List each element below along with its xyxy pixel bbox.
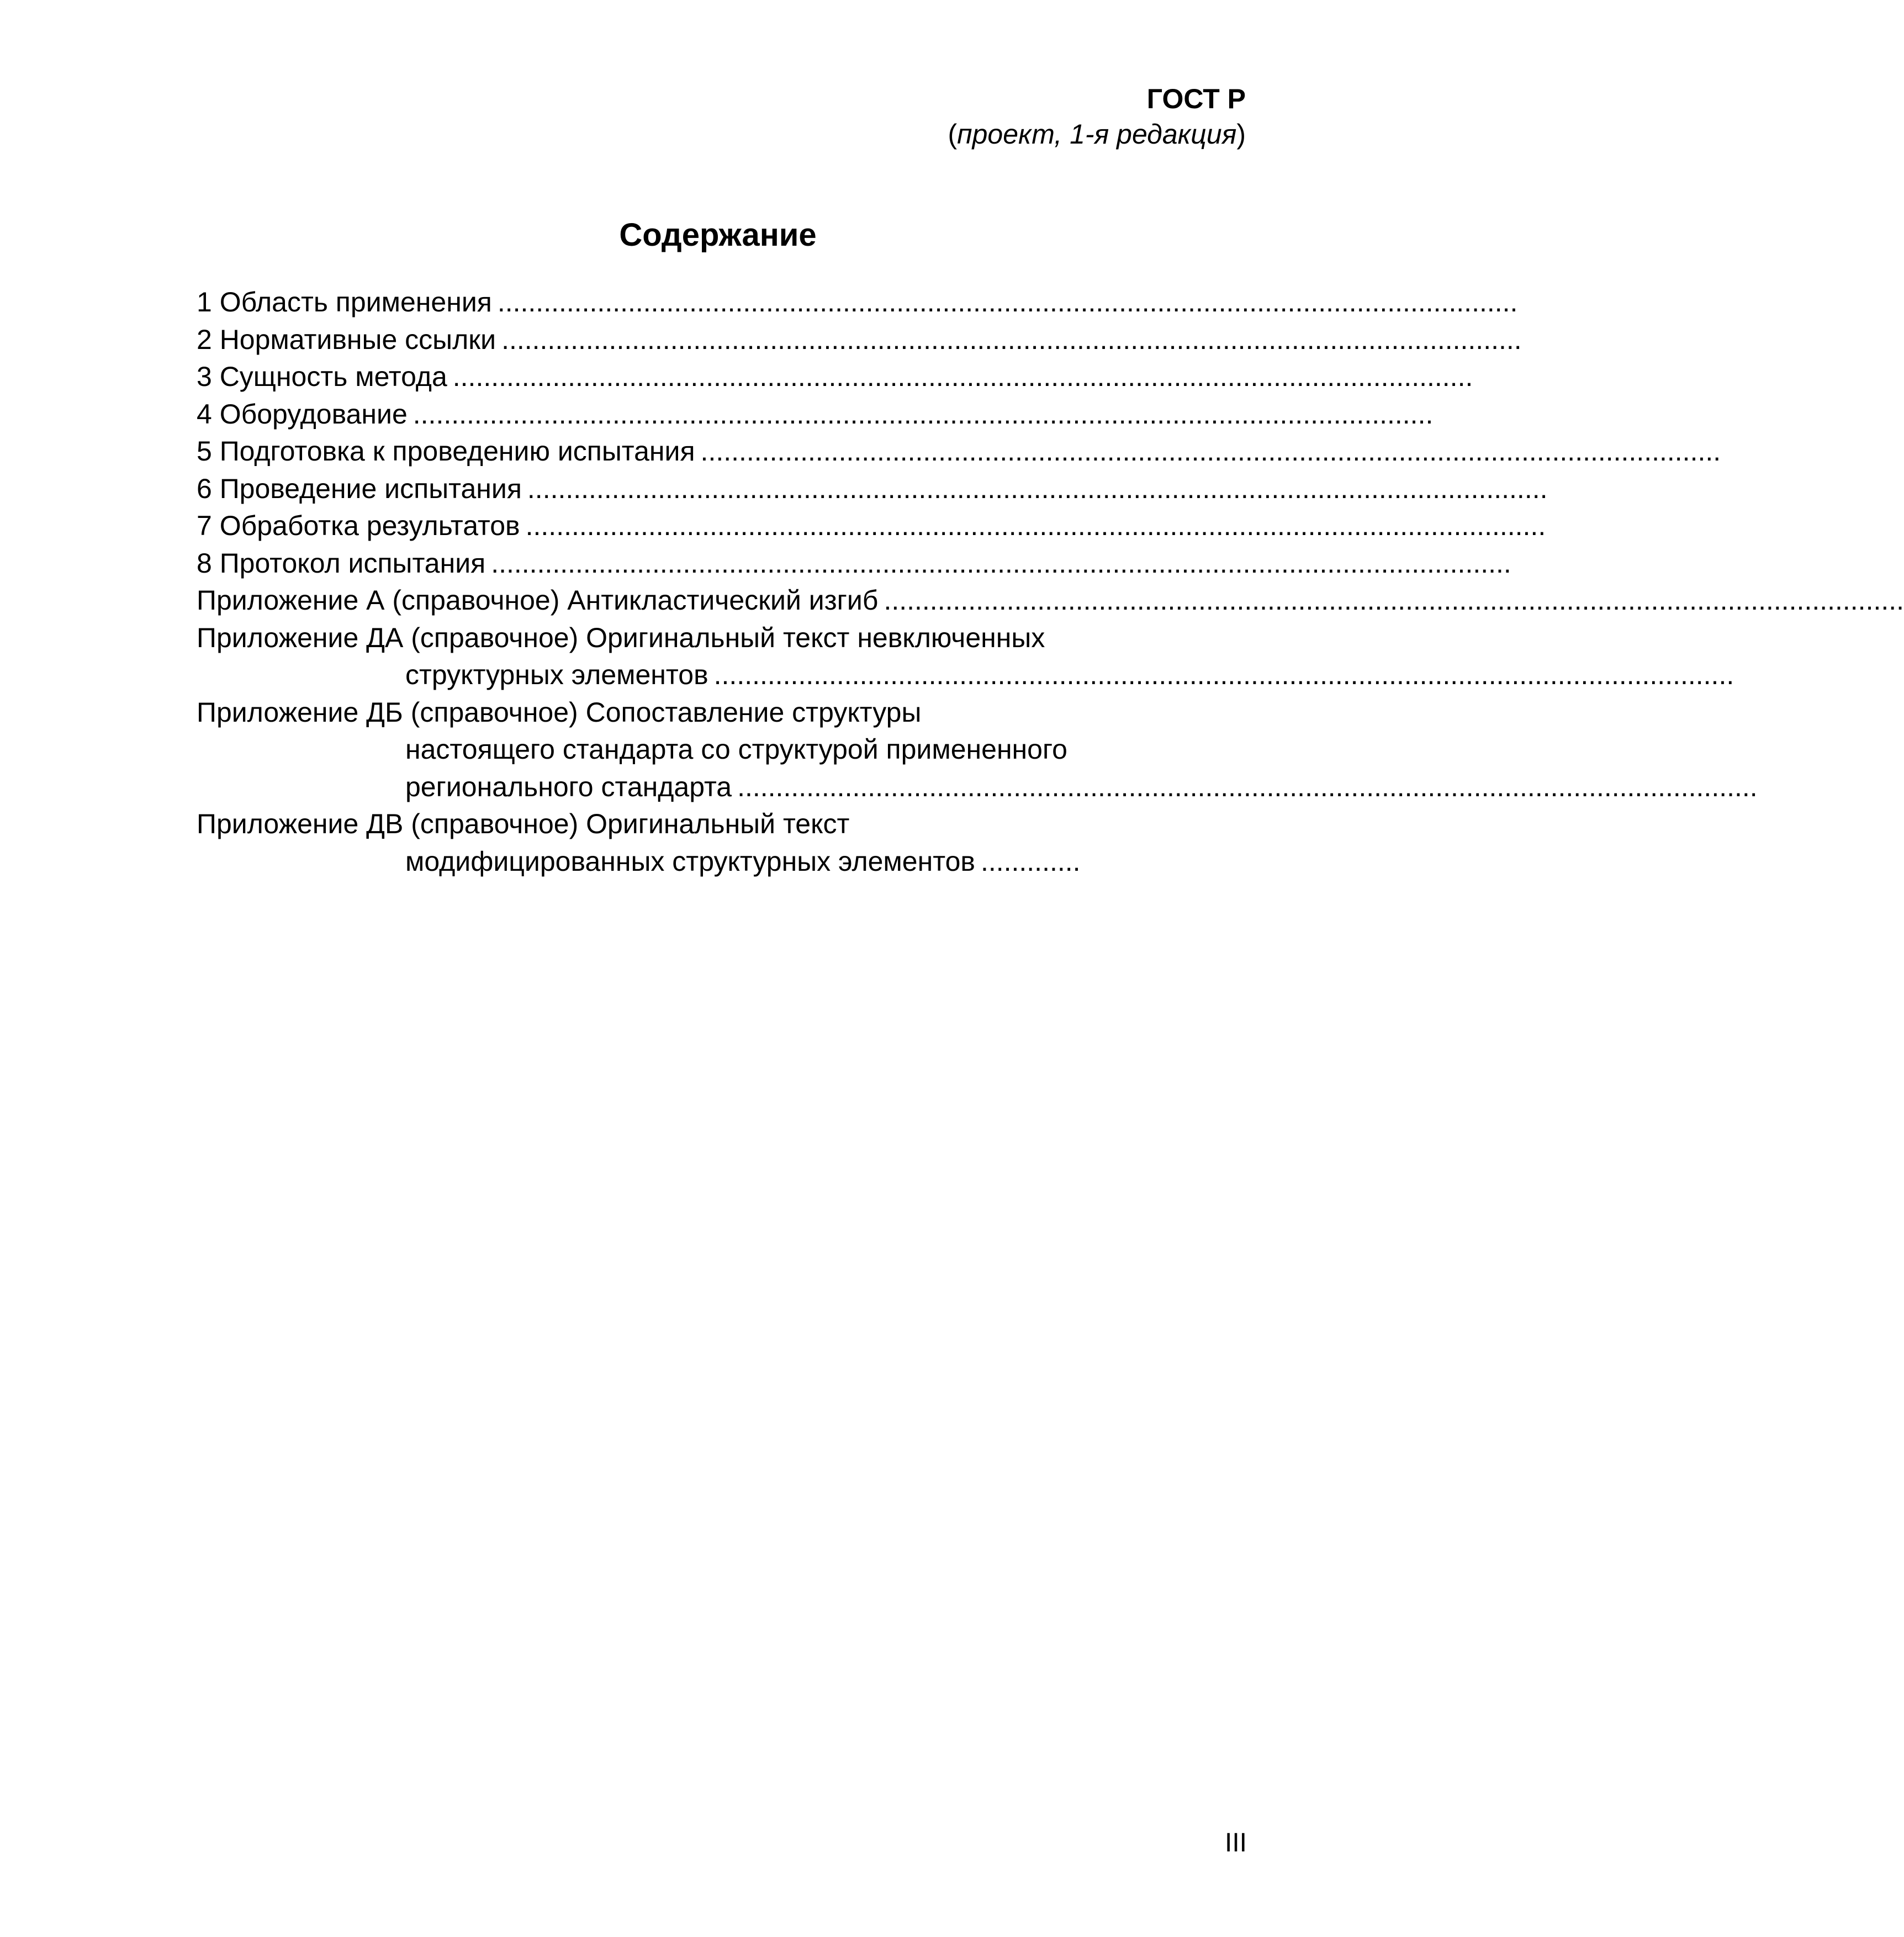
toc-entry-3[interactable]: 3 Сущность метода ..................................................................................................................................... [197,358,1224,396]
document-code: ГОСТ Р [1146,83,1246,114]
toc-entry-appendix-da[interactable]: Приложение ДА (справочное) Оригинальный текст невключенных структурных элементов ..................................................................................................................................... [197,620,1224,694]
toc-entry-8[interactable]: 8 Протокол испытания ..................................................................................................................................... [197,545,1224,583]
toc-title: Содержание [619,217,817,253]
document-edition: (проект, 1-я редакция) [948,119,1246,150]
toc-entry-7[interactable]: 7 Обработка результатов ..................................................................................................................................... [197,507,1224,545]
toc-entry-appendix-db[interactable]: Приложение ДБ (справочное) Сопоставление структуры настоящего стандарта со структурой примененного регионального стандарта ..................................................................................................................................... [197,694,1224,806]
toc-entry-5[interactable]: 5 Подготовка к проведению испытания ..................................................................................................................................... [197,433,1224,470]
page-number: III [1224,1828,1247,1857]
table-of-contents [197,284,1904,880]
toc-entry-2[interactable]: 2 Нормативные ссылки ..................................................................................................................................... [197,321,1224,359]
toc-leader-dots: ..................................................................................................................................... [884,585,1904,616]
toc-entry-4[interactable]: 4 Оборудование ..................................................................................................................................... [197,396,1224,433]
toc-leader-dots: ..................................................................................................................................... [412,398,1434,430]
edition-text: проект, 1-я редакция [957,119,1237,150]
toc-leader-dots: ..................................................................................................................................... [525,510,1546,541]
toc-entry-appendix-a[interactable]: Приложение А (справочное) Антикластический изгиб ..................................................................................................................................... [197,582,1224,620]
toc-leader-dots: ..................................................................................................................................... [737,771,1758,802]
toc-leader-dots: ..................................................................................................................................... [527,473,1548,504]
toc-entry-appendix-dv[interactable]: Приложение ДВ (справочное) Оригинальный текст модифицированных структурных элементов ............. [197,806,1224,880]
toc-entry-1[interactable]: 1 Область применения ..................................................................................................................................... [197,284,1224,321]
toc-leader-dots: ............. [980,845,1081,877]
toc-leader-dots: ..................................................................................................................................... [491,547,1511,579]
toc-leader-dots: ..................................................................................................................................... [452,361,1473,392]
toc-leader-dots: ..................................................................................................................................... [700,436,1721,467]
toc-leader-dots: ..................................................................................................................................... [713,659,1734,690]
toc-leader-dots: ..................................................................................................................................... [497,287,1518,317]
toc-leader-dots: ..................................................................................................................................... [501,324,1522,355]
toc-entry-6[interactable]: 6 Проведение испытания ..................................................................................................................................... [197,470,1224,508]
